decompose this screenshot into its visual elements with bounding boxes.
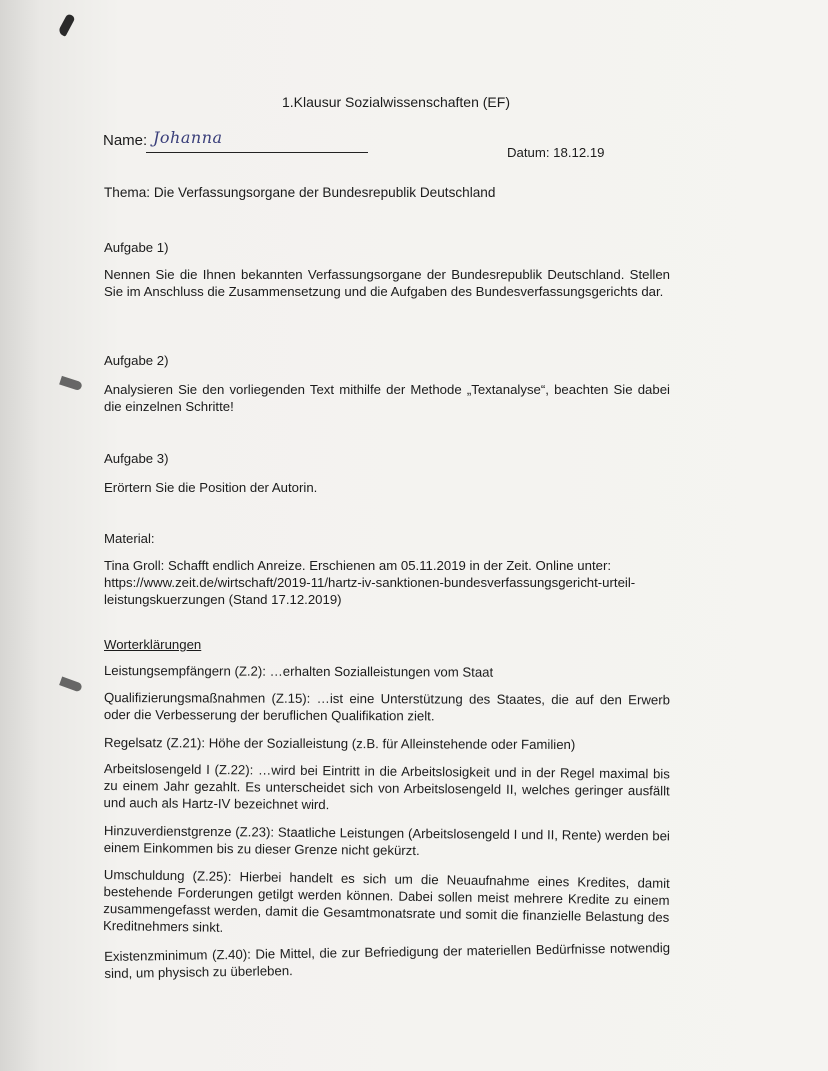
glossary-entry: Arbeitslosengeld I (Z.22): …wird bei Eintritt in die Arbeitslosigkeit und in der Regel maximal bis zu einem Jahr gezahlt. Es unterscheidet sich von Arbeitslosengeld II, welches geringer ausfällt und auch als Hartz-IV bezeichnet wird. bbox=[103, 760, 670, 813]
name-handwriting: Johanna bbox=[153, 128, 223, 147]
glossary-entry: Qualifizierungsmaßnahmen (Z.15): …ist eine Unterstützung des Staates, die auf den Erwerb oder die Verbesserung der beruflichen Qualifikation zielt. bbox=[103, 690, 670, 724]
punch-hole-mark bbox=[59, 677, 83, 693]
task-2-text: Analysieren Sie den vorliegenden Text mithilfe der Methode „Textanalyse“, beachten Sie dabei die einzelnen Schritte! bbox=[104, 382, 670, 414]
glossary-entry: Leistungsempfängern (Z.2): …erhalten Sozialleistungen vom Staat bbox=[103, 663, 494, 680]
task-3-heading: Aufgabe 3) bbox=[104, 451, 169, 466]
glossary-entry: Umschuldung (Z.25): Hierbei handelt es sich um die Neuaufnahme eines Kredites, damit bestehende Forderungen getilgt werden können. Dabei sollen meist mehrere Kredite zu einem zusammengefasst werden, damit die Gesamtmonatsrate und somit die finanzielle Belastung des Kreditnehmers sinkt. bbox=[102, 866, 670, 935]
material-heading: Material: bbox=[104, 531, 155, 546]
glossary-entry: Hinzuverdienstgrenze (Z.23): Staatliche Leistungen (Arbeitslosengeld I und II, Rente) werden bei einem Einkommen bis zu dieser Grenze nicht gekürzt. bbox=[103, 822, 670, 859]
glossary-entry: Regelsatz (Z.21): Höhe der Sozialleistung (z.B. für Alleinstehende oder Familien) bbox=[103, 735, 576, 753]
task-1-text: Nennen Sie die Ihnen bekannten Verfassungsorgane der Bundesrepublik Deutschland. Stellen Sie im Anschluss die Zusammensetzung und die Aufgaben des Bundesverfassungsgerichts dar. bbox=[104, 267, 670, 299]
task-2-heading: Aufgabe 2) bbox=[104, 353, 169, 368]
pen-mark bbox=[57, 13, 75, 37]
exam-title: 1.Klausur Sozialwissenschaften (EF) bbox=[282, 94, 510, 110]
exam-theme: Thema: Die Verfassungsorgane der Bundesrepublik Deutschland bbox=[104, 185, 496, 200]
punch-hole-mark bbox=[59, 376, 83, 391]
material-text: Tina Groll: Schafft endlich Anreize. Erschienen am 05.11.2019 in der Zeit. Online unter: https://www.zeit.de/wirtschaft/2019-11/hartz-iv-sanktionen-bundesverfassungsgericht-urteil-leistungskuerzungen (Stand 17.12.2019) bbox=[104, 558, 636, 607]
task-3-text: Erörtern Sie die Position der Autorin. bbox=[104, 480, 318, 495]
exam-date: Datum: 18.12.19 bbox=[507, 145, 605, 160]
name-underline bbox=[146, 152, 368, 153]
task-1-heading: Aufgabe 1) bbox=[104, 240, 169, 255]
glossary-heading: Worterklärungen bbox=[104, 637, 202, 652]
name-label: Name: bbox=[103, 132, 148, 149]
glossary-entry: Existenzminimum (Z.40): Die Mittel, die zur Befriedigung der materiellen Bedürfnisse notwendig sind, um physisch zu überleben. bbox=[104, 940, 671, 981]
